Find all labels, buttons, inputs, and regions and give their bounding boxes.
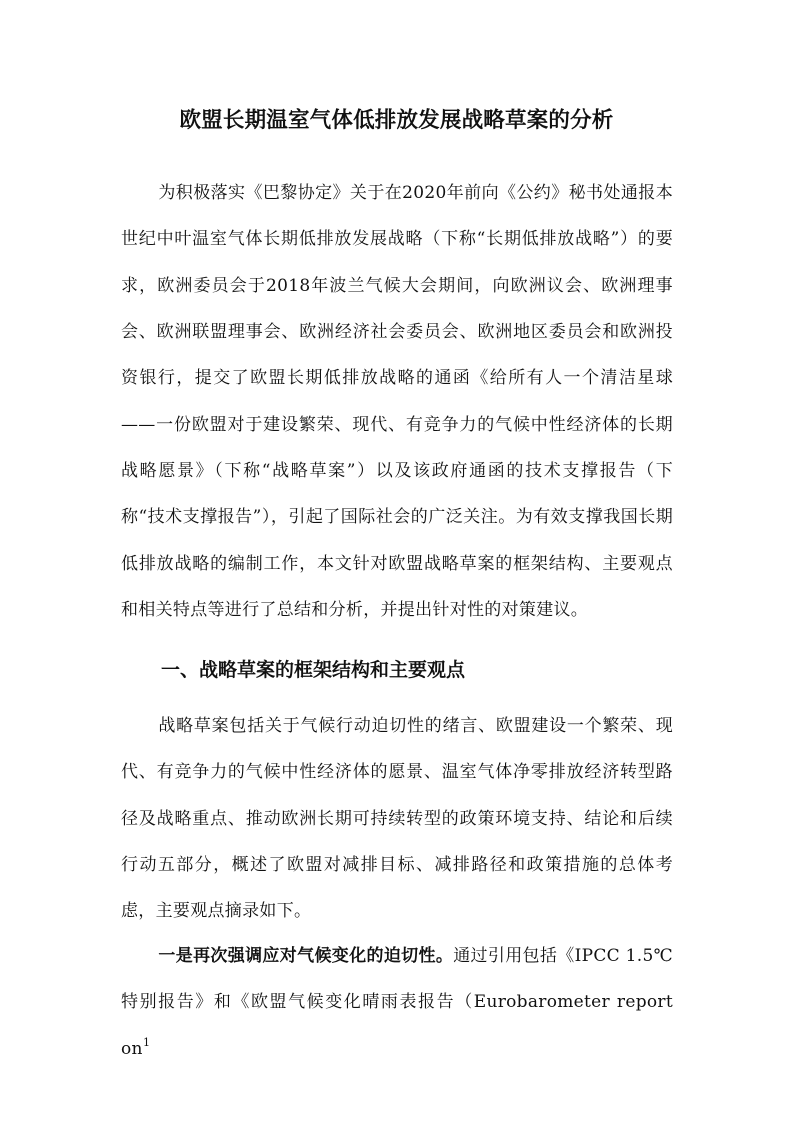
section-paragraph: 战略草案包括关于气候行动迫切性的绪言、欧盟建设一个繁荣、现代、有竞争力的气候中性经济体的愿景、温室气体净零排放经济转型路径及战略重点、推动欧洲长期可持续转型的政策环境支持、结论和后续行动五部分，概述了欧盟对减排目标、减排路径和政策措施的总体考虑，主要观点摘录如下。 (121, 716, 673, 922)
point-paragraph (121, 933, 673, 1072)
point-text: 通过引用包括《IPCC 1.5℃特别报告》和《欧盟气候变化晴雨表报告（Eurobarometer report on (121, 946, 673, 1059)
point-lead: 一是再次强调应对气候变化的迫切性。 (158, 946, 454, 966)
page-number: 1 (143, 1036, 150, 1049)
section-heading: 一、战略草案的框架结构和主要观点 (161, 659, 466, 681)
document-title: 欧盟长期温室气体低排放发展战略草案的分析 (179, 108, 614, 133)
intro-paragraph: 为积极落实《巴黎协定》关于在2020年前向《公约》秘书处通报本世纪中叶温室气体长期低排放发展战略（下称“长期低排放战略”）的要求，欧洲委员会于2018年波兰气候大会期间，向欧洲议会、欧洲理事会、欧洲联盟理事会、欧洲经济社会委员会、欧洲地区委员会和欧洲投资银行，提交了欧盟长期低排放战略的通函《给所有人一个清洁星球——一份欧盟对于建设繁荣、现代、有竞争力的气候中性经济体的长期战略愿景》（下称“战略草案”）以及该政府通函的技术支撑报告（下称“技术支撑报告”），引起了国际社会的广泛关注。为有效支撑我国长期低排放战略的编制工作，本文针对欧盟战略草案的框架结构、主要观点和相关特点等进行了总结和分析，并提出针对性的对策建议。 (121, 183, 673, 621)
